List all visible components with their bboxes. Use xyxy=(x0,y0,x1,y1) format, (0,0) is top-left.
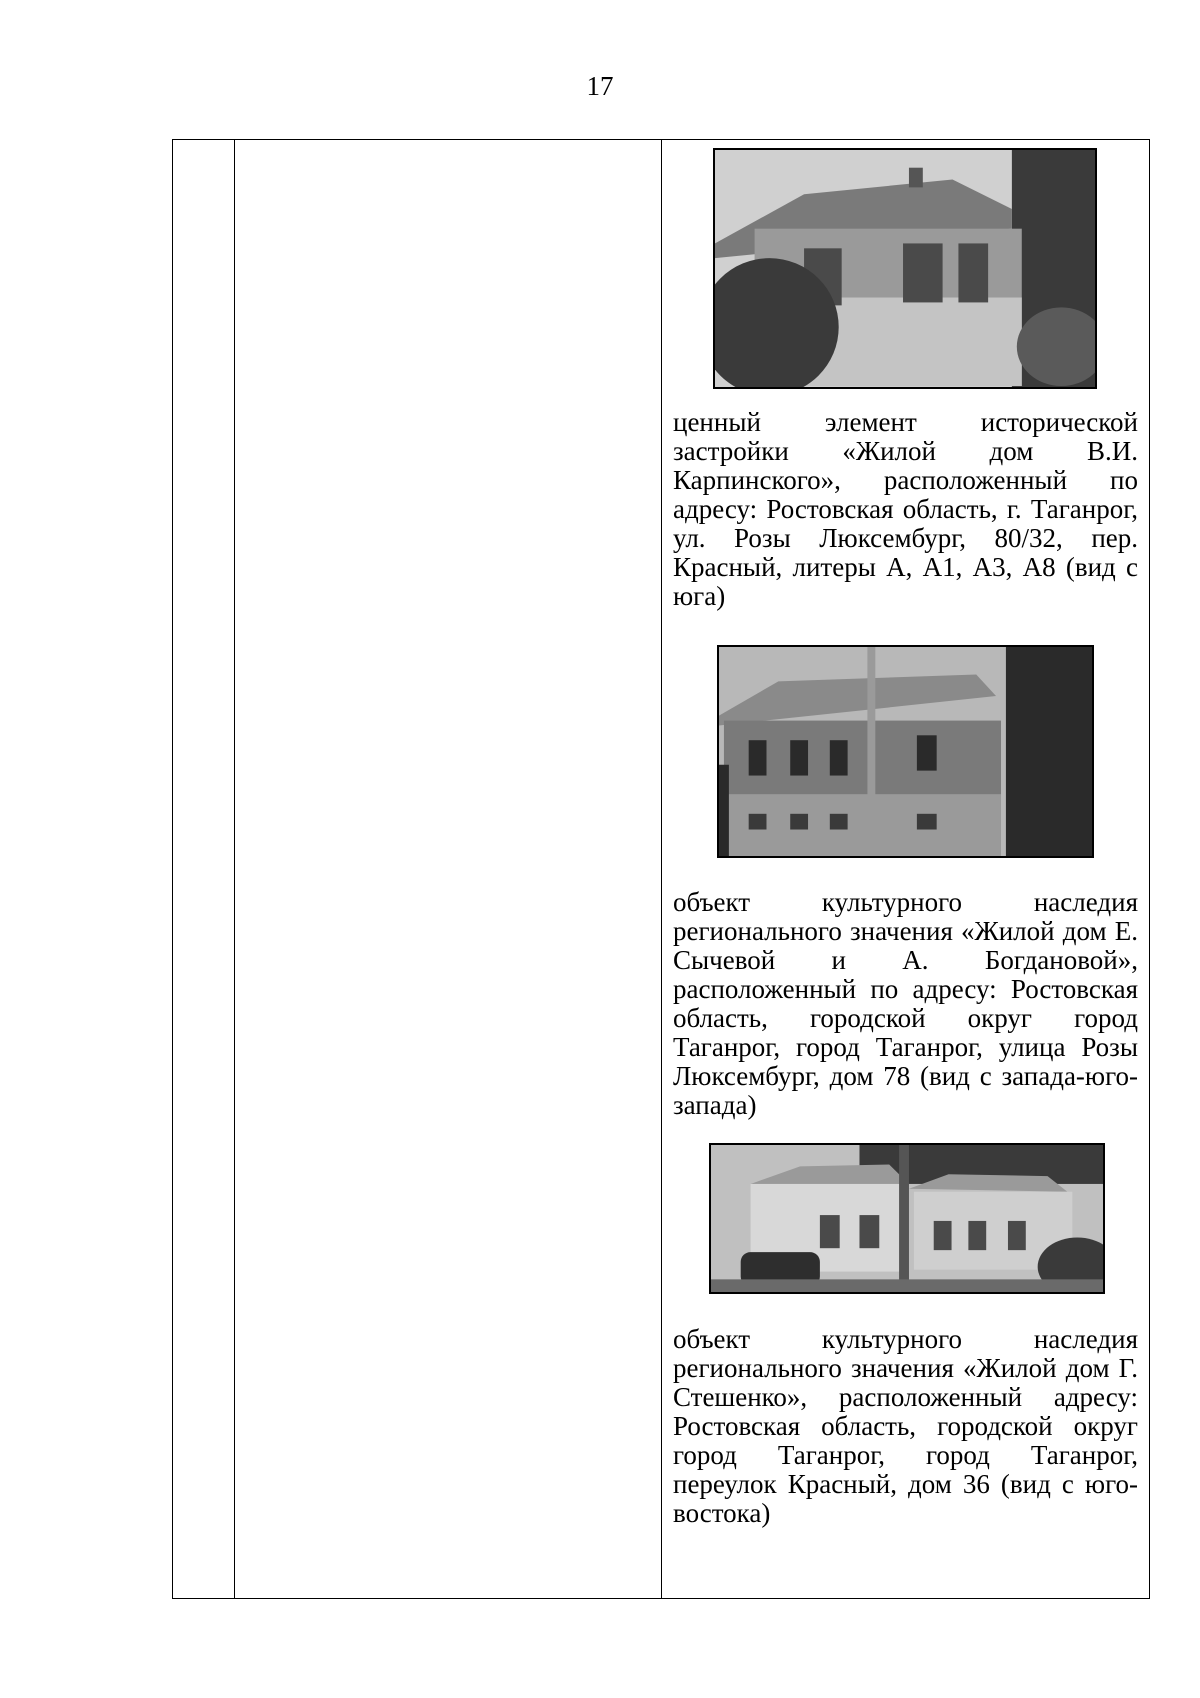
caption-3: объект культурного наследия регионального значения «Жилой дом Г. Стешенко», расположенный адресу: Ростовская область, городской округ город Таганрог, город Таганрог, переулок Красный, дом 36 (вид с юго-востока) xyxy=(673,1324,1138,1528)
table-column-divider-1 xyxy=(234,140,235,1598)
table-column-divider-2 xyxy=(661,140,662,1598)
caption-2: объект культурного наследия регионального значения «Жилой дом Е. Сычевой и А. Богдановой», расположенный по адресу: Ростовская область, городской округ город Таганрог, город Таганрог, улица Розы Люксембург, дом 78 (вид с запада-юго-запада) xyxy=(673,887,1138,1120)
photo-house-sycheva-bogdanova xyxy=(717,645,1094,858)
photo-house-steshenko xyxy=(709,1143,1105,1294)
photo-house-karpinsky xyxy=(713,148,1097,389)
page-number: 17 xyxy=(586,71,614,101)
caption-1: ценный элемент исторической застройки «Жилой дом В.И. Карпинского», расположенный по адресу: Ростовская область, г. Таганрог, ул. Розы Люксембург, 80/32, пер. Красный, литеры А, А1, А3, А8 (вид с юга) xyxy=(673,407,1138,611)
